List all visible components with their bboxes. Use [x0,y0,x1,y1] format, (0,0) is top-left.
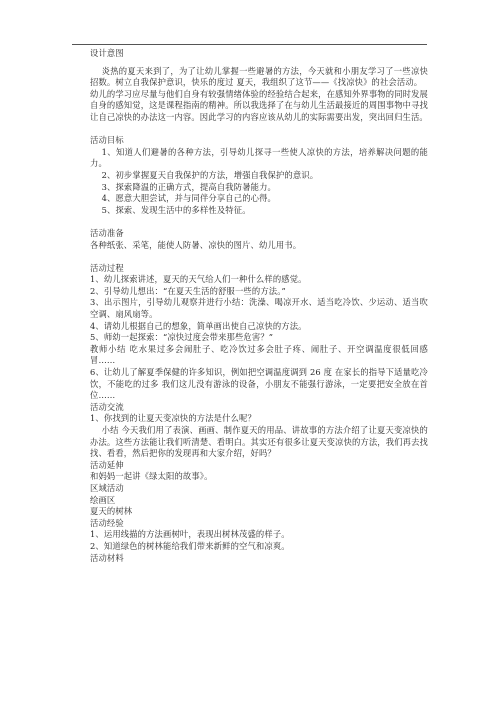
activity-extension-heading: 活动延伸 [90,459,124,470]
goal-item: 4、愿意大胆尝试，并与同伴分享自己的心得。 [101,193,276,204]
experience-item: 1、运用线描的方法画树叶，表现出树林茂盛的样子。 [90,529,290,540]
process-step: 4、请幼儿根据自己的想象，简单画出使自己凉快的方法。 [90,320,307,331]
lesson-plan-document [90,48,428,564]
goal-item: 5、探索、发现生活中的多样性及特征。 [101,204,251,215]
activity-materials-heading: 活动材料 [90,552,124,563]
activity-goals-heading: 活动目标 [90,135,124,146]
drawing-area-label: 绘画区 [90,494,116,505]
activity-extension-text: 和妈妈一起讲《绿太阳的故事》。 [90,471,213,482]
goal-item: 2、初步掌握夏天自我保护的方法，增强自我保护的意识。 [101,169,319,180]
teacher-summary: 教师小结 吃水果过多会闹肚子、吃冷饮过多会肚子疼、闹肚子、开空调温度很低回感冒…… [90,343,428,366]
process-step: 5、师幼一起探索：“凉快过度会带来那些危害？” [90,332,274,343]
activity-process-heading: 活动过程 [90,262,124,273]
activity-prep-text: 各种纸张、采笔，能使人防暑、凉快的图片、幼儿用书。 [90,239,302,250]
design-rationale-paragraph: 幼儿的学习应尽量与他们自身有较强情绪体验的经验结合起来，在感知外界事物的同时发展自身的感知觉，这是课程指南的精神。所以我选择了在与幼儿生活最接近的周围事物中寻找让自己凉快的办法这一内容。因此学习的内容应该从幼儿的实际需要出发，突出回归生活。 [90,88,428,122]
experience-item: 2、知道绿色的树林能给我们带来新鲜的空气和凉爽。 [90,540,290,551]
exchange-question: 1、你找到的让夏天变凉快的方法是什么呢？ [90,413,256,424]
design-intent-heading: 设计意图 [90,48,124,58]
activity-exchange-heading: 活动交流 [90,401,124,412]
summer-forest-title: 夏天的树林 [90,506,133,517]
goal-item: 1、知道人们避暑的各种方法，引导幼儿探寻一些使人凉快的方法，培养解决问题的能力。 [90,146,428,169]
process-step: 3、出示图片，引导幼儿观察并进行小结：洗澡、喝凉开水、适当吃冷饮、少运动、适当吹空调、扇风扇等。 [90,297,428,320]
exchange-summary: 小结 今天我们用了表演、画画、制作夏天的用品、讲故事的方法介绍了让夏天变凉快的办法。这些方法能让我们听清楚、看明白。其实还有很多让夏天变凉快的方法，我们再去找找、看看，然后把你的发现再和大家介绍，好吗？ [90,425,428,459]
process-step: 1、幼儿探索讲述，夏天的天气给人们一种什么样的感觉。 [90,274,307,285]
process-step-6: 6、让幼儿了解夏季保健的许多知识，例如把空调温度调到 26 度 在家长的指导下适量吃冷饮，不能吃的过多 我们这儿没有游泳的设备，小朋友不能强行游泳，一定要把安全放在首位…… [90,367,428,401]
activity-experience-heading: 活动经验 [90,517,124,528]
design-intent-paragraph: 炎热的夏天来到了，为了让幼儿掌握一些避暑的方法，今天就和小朋友学习了一些凉快招数。树立自我保护意识，快乐的度过 夏天，我组织了这节——《找凉快》的社会活动。 [90,65,428,88]
process-step: 2、引导幼儿想出：“在夏天生活的舒服一些的方法。” [90,285,286,296]
goal-item: 3、探索降温的正确方式，提高自我防暑能力。 [101,181,276,192]
area-activity-heading: 区域活动 [90,482,124,493]
header-rule [72,44,427,45]
activity-prep-heading: 活动准备 [90,227,124,238]
